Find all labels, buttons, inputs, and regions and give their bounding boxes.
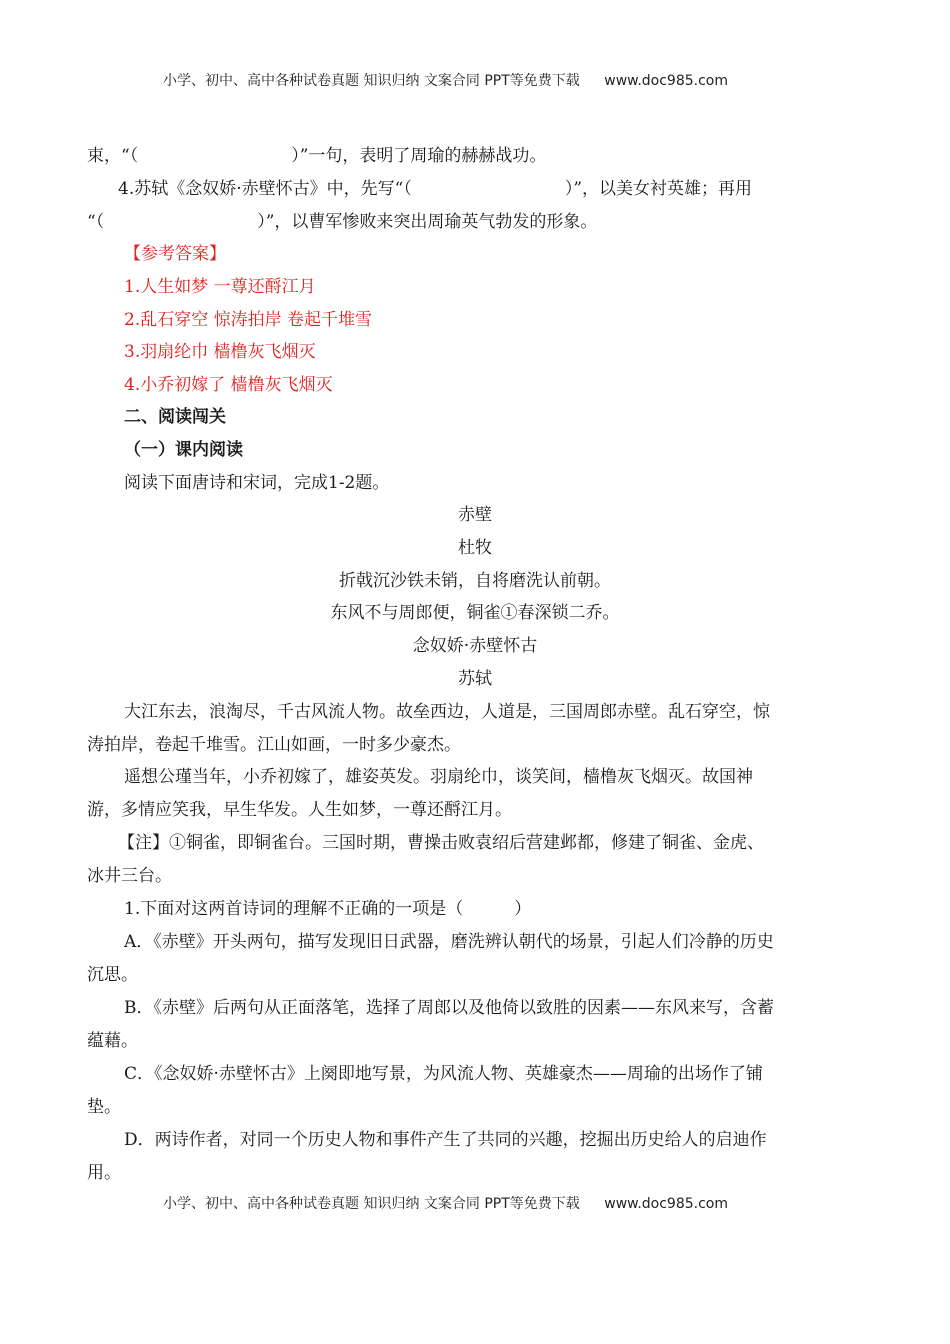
footer-text: 小学、初中、高中各种试卷真题 知识归纳 文案合同 PPT等免费下载: [163, 1196, 580, 1212]
option-a: A．《赤壁》开头两句，描写发现旧日武器，磨洗辨认朝代的场景，引起人们冷静的历史: [124, 932, 774, 952]
section-heading: 二、阅读闯关: [124, 407, 226, 427]
option-c-continued: 垫。: [87, 1097, 121, 1117]
poem2-text: 涛拍岸，卷起千堆雪。江山如画，一时多少豪杰。: [87, 735, 461, 755]
poem1-author: 杜牧: [458, 538, 492, 558]
poem2-text: 大江东去，浪淘尽，千古风流人物。故垒西边，人道是，三国周郎赤壁。乱石穿空，惊: [124, 702, 770, 722]
option-d-continued: 用。: [87, 1163, 121, 1183]
answer-item: 4.小乔初嫁了 樯橹灰飞烟灭: [124, 375, 333, 395]
note: 【注】①铜雀，即铜雀台。三国时期，曹操击败袁绍后营建邺都，修建了铜雀、金虎、: [118, 833, 764, 853]
footer-url: www.doc985.com: [604, 1196, 728, 1212]
option-d: D．两诗作者，对同一个历史人物和事件产生了共同的兴趣，挖掘出历史给人的启迪作: [124, 1130, 767, 1150]
note-continued: 冰井三台。: [87, 866, 172, 886]
option-a-continued: 沉思。: [87, 965, 138, 985]
poem2-text: 游，多情应笑我，早生华发。人生如梦，一尊还酹江月。: [87, 800, 512, 820]
poem1-line: 东风不与周郎便，铜雀①春深锁二乔。: [330, 603, 620, 623]
answer-title: 【参考答案】: [124, 244, 226, 264]
poem2-title: 念奴娇·赤壁怀古: [412, 636, 538, 656]
poem2-text: 遥想公瑾当年，小乔初嫁了，雄姿英发。羽扇纶巾，谈笑间，樯橹灰飞烟灭。故国神: [124, 767, 753, 787]
reading-instruction: 阅读下面唐诗和宋词，完成1-2题。: [124, 473, 390, 493]
option-b-continued: 蕴藉。: [87, 1031, 138, 1051]
answer-item: 2.乱石穿空 惊涛拍岸 卷起千堆雪: [124, 310, 373, 330]
poem1-line: 折戟沉沙铁未销，自将磨洗认前朝。: [339, 571, 611, 591]
answer-item: 3.羽扇纶巾 樯橹灰飞烟灭: [124, 342, 316, 362]
poem2-author: 苏轼: [458, 669, 492, 689]
question-4-line1: 4.苏轼《念奴娇·赤壁怀古》中，先写“（ ）”，以美女衬英雄；再用: [118, 179, 753, 199]
question-4-line2: “（ ）”，以曹军惨败来突出周瑜英气勃发的形象。: [87, 212, 598, 232]
option-c: C．《念奴娇·赤壁怀古》上阕即地写景，为风流人物、英雄豪杰——周瑜的出场作了铺: [124, 1064, 763, 1084]
question-1: 1.下面对这两首诗词的理解不正确的一项是（ ）: [124, 899, 532, 919]
poem1-title: 赤壁: [458, 505, 492, 525]
page-header: [163, 70, 728, 90]
option-b: B．《赤壁》后两句从正面落笔，选择了周郎以及他倚以致胜的因素——东风来写，含蓄: [124, 998, 774, 1018]
page-footer: [163, 1193, 728, 1213]
answer-item: 1.人生如梦 一尊还酹江月: [124, 277, 316, 297]
subsection-heading: （一）课内阅读: [124, 440, 243, 460]
question-3-continued: 束，“（ ）”一句，表明了周瑜的赫赫战功。: [87, 146, 547, 166]
header-url: www.doc985.com: [604, 73, 728, 89]
header-text: 小学、初中、高中各种试卷真题 知识归纳 文案合同 PPT等免费下载: [163, 73, 580, 89]
